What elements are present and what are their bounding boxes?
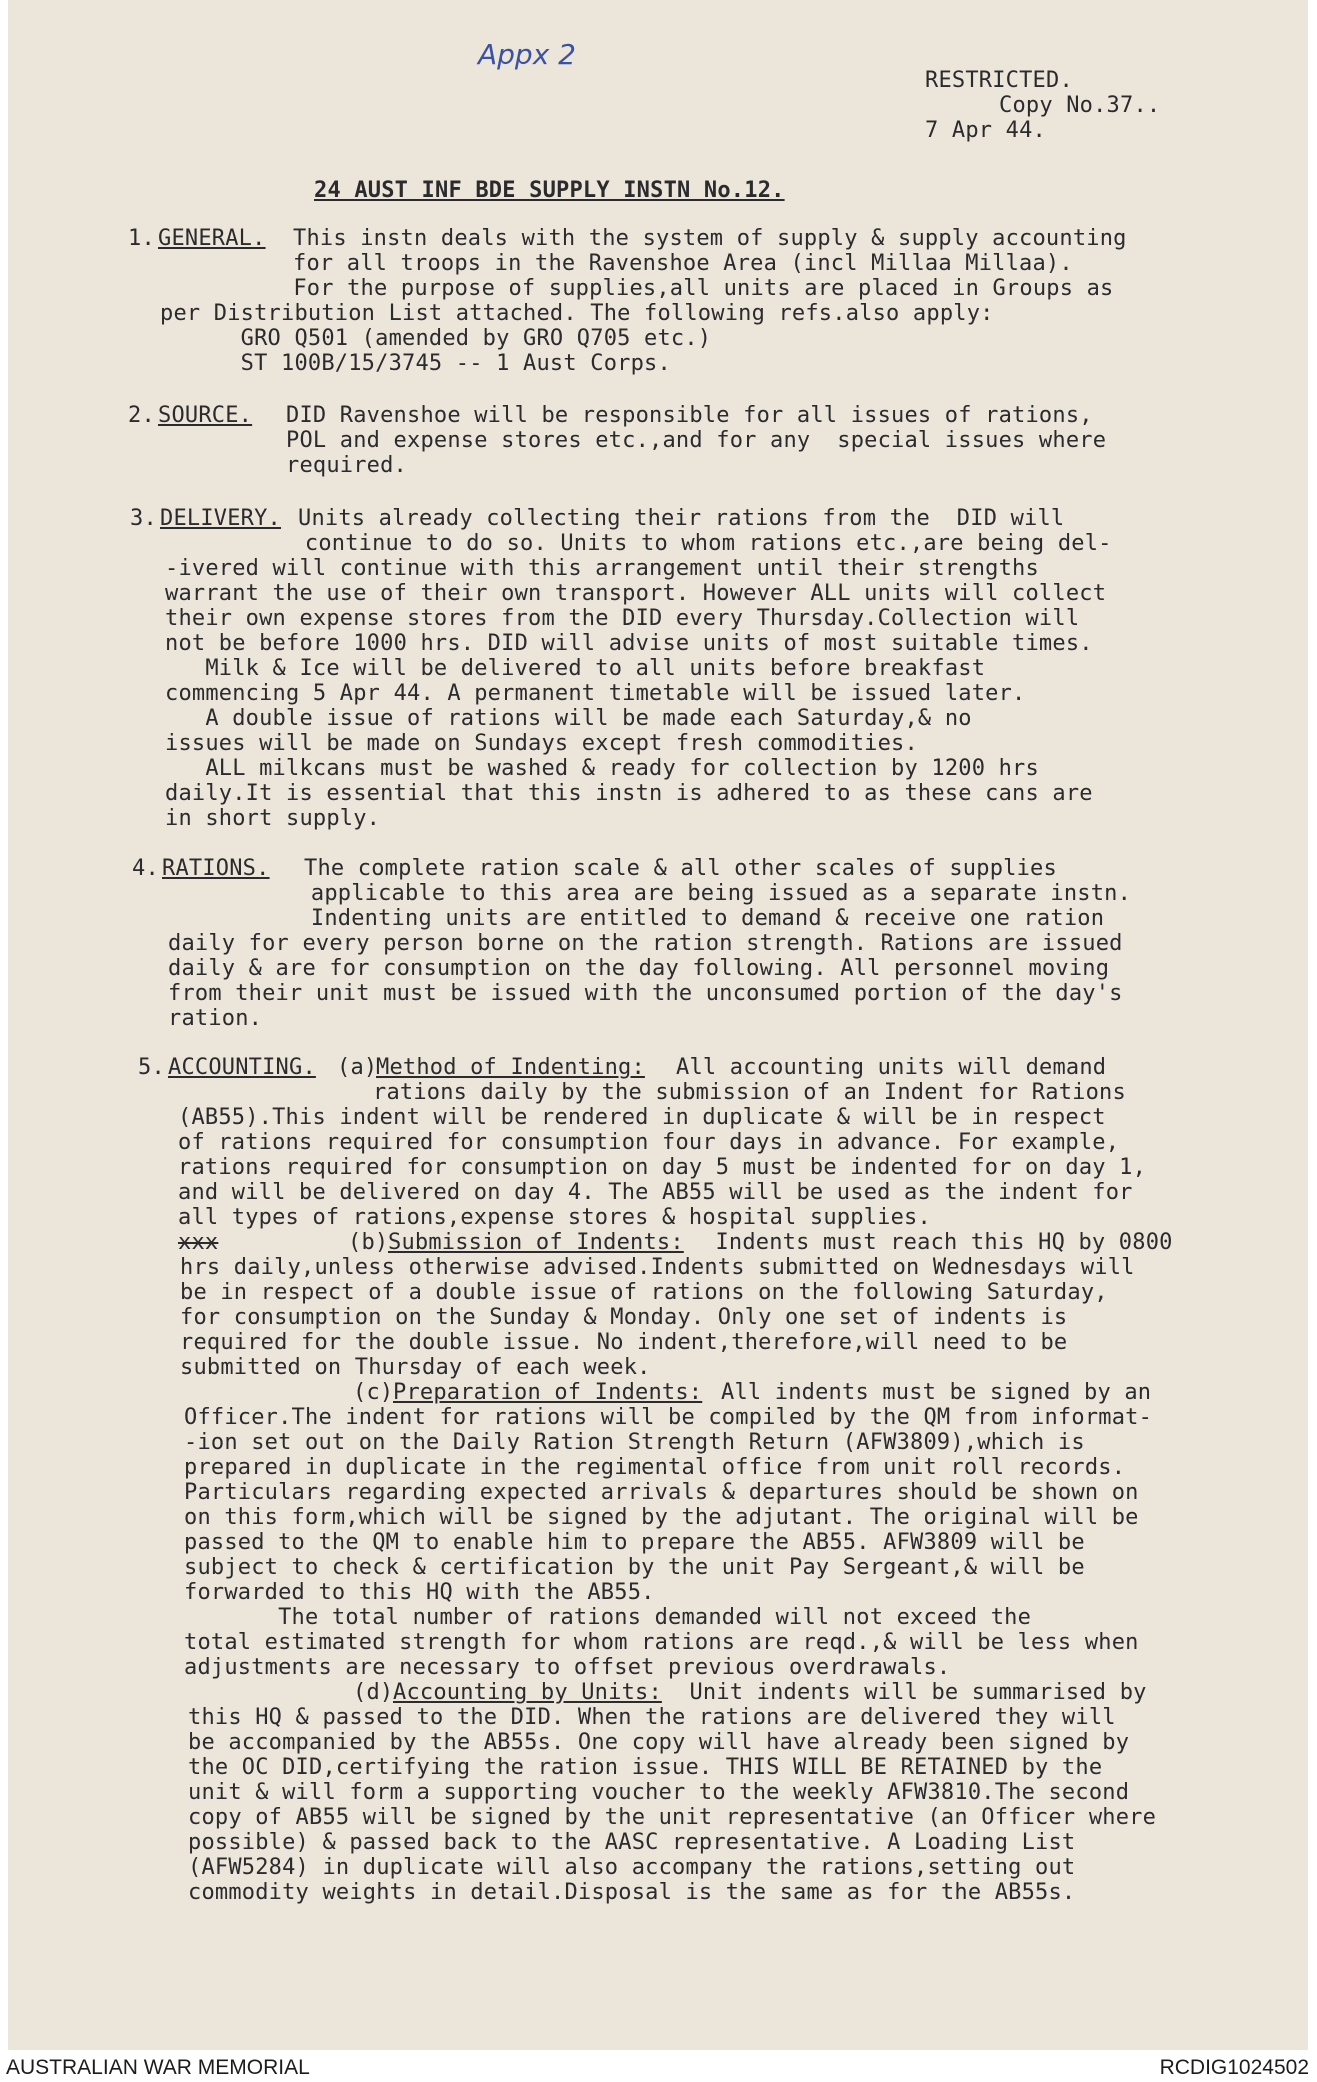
delivery-line-3: -ivered will continue with this arrangement until their strengths [165,556,1039,581]
archive-footer [0,2050,1317,2082]
accounting-c-line-2: -ion set out on the Daily Ration Strength Return (AFW3809),which is [184,1430,1085,1455]
rations-line-2: applicable to this area are being issued as a separate instn. [284,881,1132,906]
accounting-b-strike: xxx [178,1230,219,1255]
accounting-b-line-5: submitted on Thursday of each week. [180,1355,651,1380]
delivery-line-6: not be before 1000 hrs. DID will advise units of most suitable times. [165,631,1093,656]
accounting-b-line-4: required for the double issue. No indent,therefore,will need to be [180,1330,1068,1355]
rations-line-7: ration. [168,1006,263,1031]
handwritten-annotation: Appx 2 [478,38,576,71]
rations-line-1: The complete ration scale & all other scales of supplies [304,856,1057,881]
section-number-source: 2. [128,403,155,428]
accounting-d-line-7: (AFW5284) in duplicate will also accompany the rations,setting out [188,1855,1076,1880]
rations-line-5: daily & are for consumption on the day following. All personnel moving [168,956,1110,981]
section-heading-rations: RATIONS. [162,856,270,881]
accounting-a-line-1: rations daily by the submission of an Indent for Rations [373,1080,1126,1105]
accounting-a-line-3: of rations required for consumption four days in advance. For example, [178,1130,1120,1155]
delivery-line-10: issues will be made on Sundays except fresh commodities. [165,731,918,756]
document-header [925,68,1161,143]
delivery-line-8: commencing 5 Apr 44. A permanent timetable will be issued later. [165,681,1026,706]
rations-line-3: Indenting units are entitled to demand & receive one ration [284,906,1105,931]
accounting-d-line-1: this HQ & passed to the DID. When the rations are delivered they will [188,1705,1116,1730]
accounting-c-line-11: adjustments are necessary to offset previous overdrawals. [184,1655,951,1680]
section-number-delivery: 3. [130,506,157,531]
general-line-4: per Distribution List attached. The following refs.also apply: [160,301,994,326]
section-heading-accounting: ACCOUNTING. [168,1055,316,1080]
rations-line-4: daily for every person borne on the ration strength. Rations are issued [168,931,1123,956]
accounting-b-line-1: hrs daily,unless otherwise advised.Indents submitted on Wednesdays will [180,1255,1135,1280]
accounting-a-prefix: (a) [337,1055,378,1080]
accounting-c-line-4: Particulars regarding expected arrivals & departures should be shown on [184,1480,1139,1505]
accounting-d-line-3: the OC DID,certifying the ration issue. THIS WILL BE RETAINED by the [188,1755,1103,1780]
accounting-d-heading: Accounting by Units: [393,1680,662,1705]
accounting-c-line-10: total estimated strength for whom rations are reqd.,& will be less when [184,1630,1139,1655]
delivery-line-1: Units already collecting their rations from the DID will [298,506,1065,531]
accounting-d-line-4: unit & will form a supporting voucher to the weekly AFW3810.The second [188,1780,1130,1805]
accounting-c-line-5: on this form,which will be signed by the adjutant. The original will be [184,1505,1139,1530]
accounting-b-first: Indents must reach this HQ by 0800 [702,1230,1173,1255]
accounting-c-line-7: subject to check & certification by the unit Pay Sergeant,& will be [184,1555,1085,1580]
rations-line-6: from their unit must be issued with the unconsumed portion of the day's [168,981,1123,1006]
accounting-c-line-8: forwarded to this HQ with the AB55. [184,1580,655,1605]
accounting-a-line-2: (AB55).This indent will be rendered in duplicate & will be in respect [178,1105,1106,1130]
classification-label: RESTRICTED. [925,68,1073,93]
accounting-d-line-5: copy of AB55 will be signed by the unit representative (an Officer where [188,1805,1157,1830]
accounting-b-prefix: (b) [348,1230,389,1255]
delivery-line-9: A double issue of rations will be made each Saturday,& no [165,706,972,731]
section-heading-delivery: DELIVERY. [160,506,282,531]
footer-institution: AUSTRALIAN WAR MEMORIAL [6,2056,310,2079]
general-line-5: GRO Q501 (amended by GRO Q705 etc.) [160,326,712,351]
accounting-b-line-3: for consumption on the Sunday & Monday. Only one set of indents is [180,1305,1068,1330]
accounting-d-line-8: commodity weights in detail.Disposal is the same as for the AB55s. [188,1880,1076,1905]
section-heading-general: GENERAL. [158,226,266,251]
accounting-a-line-4: rations required for consumption on day 5 must be indented for on day 1, [178,1155,1147,1180]
section-number-rations: 4. [132,856,159,881]
delivery-line-12: daily.It is essential that this instn is adhered to as these cans are [165,781,1093,806]
section-number-accounting: 5. [138,1055,165,1080]
document-date: 7 Apr 44. [925,118,1047,143]
accounting-b-line-2: be in respect of a double issue of rations on the following Saturday, [180,1280,1108,1305]
accounting-d-prefix: (d) [353,1680,394,1705]
delivery-line-4: warrant the use of their own transport. However ALL units will collect [165,581,1107,606]
document-title: 24 AUST INF BDE SUPPLY INSTN No.12. [314,178,785,203]
accounting-c-line-6: passed to the QM to enable him to prepare the AB55. AFW3809 will be [184,1530,1085,1555]
section-heading-source: SOURCE. [158,403,253,428]
document-page [8,0,1308,2050]
accounting-c-line-3: prepared in duplicate in the regimental office from unit roll records. [184,1455,1126,1480]
accounting-d-line-2: be accompanied by the AB55s. One copy will have already been signed by [188,1730,1130,1755]
delivery-line-7: Milk & Ice will be delivered to all units before breakfast [165,656,986,681]
delivery-line-13: in short supply. [165,806,381,831]
accounting-c-line-1: Officer.The indent for rations will be compiled by the QM from informat- [184,1405,1153,1430]
copy-number: Copy No.37.. [999,93,1161,118]
general-line-6: ST 100B/15/3745 -- 1 Aust Corps. [160,351,671,376]
accounting-c-heading: Preparation of Indents: [393,1380,703,1405]
accounting-c-first: All indents must be signed by an [721,1380,1152,1405]
accounting-a-line-5: and will be delivered on day 4. The AB55 will be used as the indent for [178,1180,1133,1205]
accounting-d-first: Unit indents will be summarised by [676,1680,1147,1705]
accounting-b-heading: Submission of Indents: [388,1230,684,1255]
accounting-c-prefix: (c) [353,1380,394,1405]
delivery-line-5: their own expense stores from the DID every Thursday.Collection will [165,606,1080,631]
section-number-general: 1. [128,226,155,251]
source-line-3: required. [286,453,408,478]
accounting-a-line-6: all types of rations,expense stores & hospital supplies. [178,1205,931,1230]
source-line-1: DID Ravenshoe will be responsible for all issues of rations, [286,403,1093,428]
general-line-1: This instn deals with the system of supply & supply accounting [293,226,1127,251]
delivery-line-2: continue to do so. Units to whom rations etc.,are being del- [278,531,1112,556]
source-line-2: POL and expense stores etc.,and for any special issues where [286,428,1107,453]
accounting-a-heading: Method of Indenting: [376,1055,645,1080]
general-line-2: for all troops in the Ravenshoe Area (incl Millaa Millaa). [293,251,1073,276]
accounting-c-line-9: The total number of rations demanded will not exceed the [184,1605,1032,1630]
footer-record-id: RCDIG1024502 [1159,2056,1309,2079]
delivery-line-11: ALL milkcans must be washed & ready for collection by 1200 hrs [165,756,1039,781]
accounting-a-first: All accounting units will demand [676,1055,1107,1080]
accounting-d-line-6: possible) & passed back to the AASC representative. A Loading List [188,1830,1076,1855]
general-line-3: For the purpose of supplies,all units are placed in Groups as [253,276,1114,301]
